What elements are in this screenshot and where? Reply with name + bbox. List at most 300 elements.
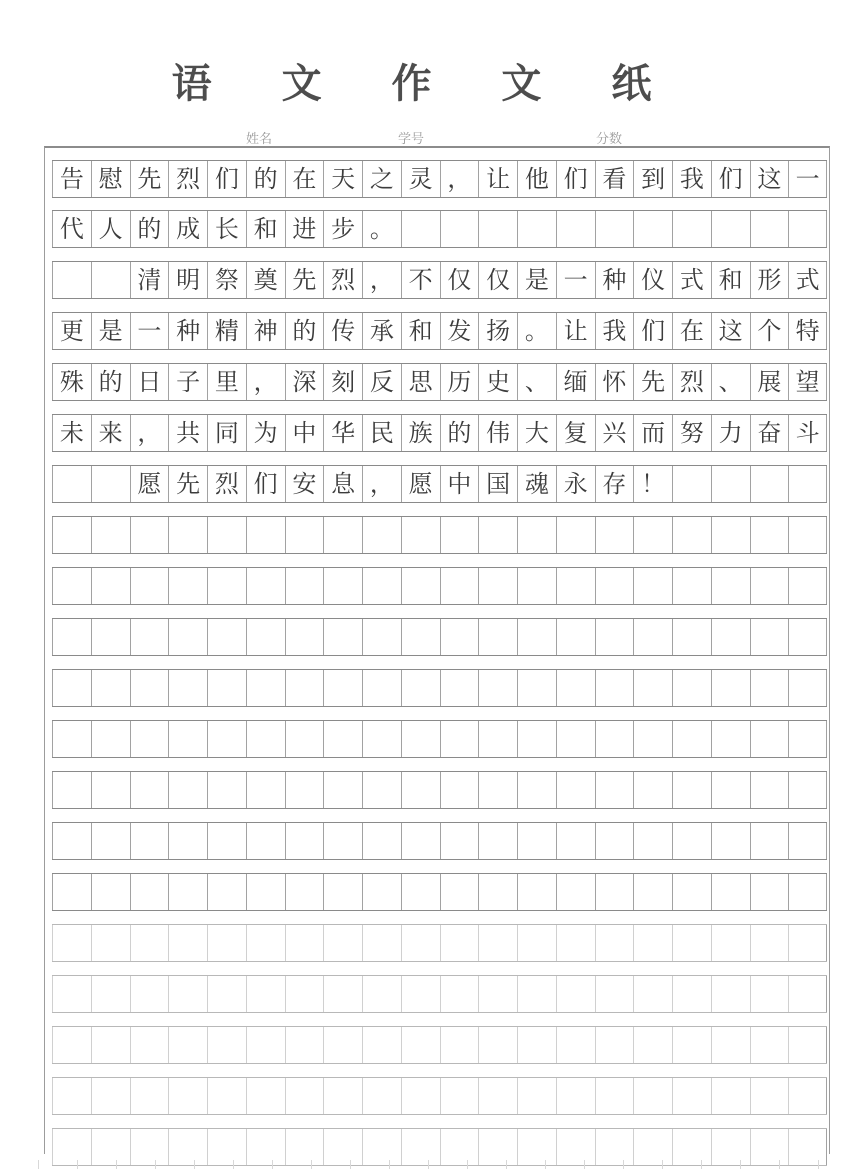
- grid-cell: [556, 211, 595, 247]
- grid-cell: [362, 1027, 401, 1063]
- grid-cell: [246, 517, 285, 553]
- grid-cell: [711, 619, 750, 655]
- grid-cell: [711, 772, 750, 808]
- grid-cell: [750, 568, 789, 604]
- grid-cell: 中: [440, 466, 479, 502]
- grid-cell: 史: [478, 364, 517, 400]
- grid-cell: 到: [633, 161, 672, 197]
- grid-cell: [788, 517, 827, 553]
- grid-cell: [478, 1027, 517, 1063]
- grid-row: [52, 363, 827, 401]
- grid-cell: 传: [323, 313, 362, 349]
- grid-cell: [633, 1078, 672, 1114]
- grid-cell: [401, 976, 440, 1012]
- grid-cell: 们: [711, 161, 750, 197]
- grid-cell: [440, 670, 479, 706]
- grid-cell: 里: [207, 364, 246, 400]
- grid-cell: [711, 823, 750, 859]
- grid-cell: [246, 772, 285, 808]
- grid-cell: [323, 1078, 362, 1114]
- grid-cell: [633, 823, 672, 859]
- grid-cell: [478, 517, 517, 553]
- grid-cell: 和: [711, 262, 750, 298]
- grid-cell: ，: [440, 161, 479, 197]
- grid-cell: [672, 517, 711, 553]
- grid-cell: [401, 568, 440, 604]
- grid-cell: [52, 262, 91, 298]
- grid-row: [52, 261, 827, 299]
- grid-cell: 形: [750, 262, 789, 298]
- grid-row: [52, 975, 827, 1013]
- grid-cell: 愿: [130, 466, 169, 502]
- grid-cell: [556, 1027, 595, 1063]
- grid-cell: [440, 925, 479, 961]
- grid-cell: 这: [750, 161, 789, 197]
- grid-cell: [788, 925, 827, 961]
- grid-cell: [440, 517, 479, 553]
- grid-cell: 魂: [517, 466, 556, 502]
- grid-cell: 努: [672, 415, 711, 451]
- grid-cell: [285, 976, 324, 1012]
- grid-cell: [478, 874, 517, 910]
- grid-cell: [168, 568, 207, 604]
- grid-cell: [672, 772, 711, 808]
- grid-cell: [362, 619, 401, 655]
- grid-cell: [440, 823, 479, 859]
- grid-cell: [401, 721, 440, 757]
- grid-cell: [246, 1027, 285, 1063]
- grid-cell: 烈: [323, 262, 362, 298]
- grid-cell: [401, 823, 440, 859]
- grid-row: [52, 465, 827, 503]
- grid-cell: [323, 568, 362, 604]
- grid-cell: 、: [517, 364, 556, 400]
- grid-cell: 们: [633, 313, 672, 349]
- grid-cell: [401, 925, 440, 961]
- grid-cell: [246, 1078, 285, 1114]
- grid-cell: 民: [362, 415, 401, 451]
- grid-cell: 不: [401, 262, 440, 298]
- grid-cell: [91, 568, 130, 604]
- grid-cell: 的: [246, 161, 285, 197]
- grid-cell: [362, 976, 401, 1012]
- grid-row: [52, 516, 827, 554]
- grid-cell: [168, 976, 207, 1012]
- grid-cell: [556, 976, 595, 1012]
- grid-cell: 先: [633, 364, 672, 400]
- grid-cell: ，: [246, 364, 285, 400]
- grid-cell: 明: [168, 262, 207, 298]
- grid-cell: 一: [130, 313, 169, 349]
- grid-cell: 我: [595, 313, 634, 349]
- grid-cell: [246, 976, 285, 1012]
- sheet-title: 语 文 作 文 纸: [171, 60, 680, 107]
- grid-cell: [595, 670, 634, 706]
- grid-cell: 在: [285, 161, 324, 197]
- grid-cell: 兴: [595, 415, 634, 451]
- grid-cell: 先: [168, 466, 207, 502]
- grid-cell: [440, 568, 479, 604]
- grid-cell: 成: [168, 211, 207, 247]
- grid-cell: [91, 670, 130, 706]
- grid-cell: [52, 721, 91, 757]
- grid-cell: 们: [556, 161, 595, 197]
- grid-row: [52, 1026, 827, 1064]
- grid-cell: [595, 823, 634, 859]
- grid-cell: 和: [246, 211, 285, 247]
- grid-cell: [285, 721, 324, 757]
- grid-cell: [285, 619, 324, 655]
- grid-cell: [207, 772, 246, 808]
- grid-cell: 式: [672, 262, 711, 298]
- grid-cell: 仅: [440, 262, 479, 298]
- grid-cell: 在: [672, 313, 711, 349]
- grid-cell: ，: [130, 415, 169, 451]
- grid-cell: [595, 925, 634, 961]
- grid-cell: [556, 619, 595, 655]
- grid-row: [52, 771, 827, 809]
- grid-cell: [440, 721, 479, 757]
- grid-cell: [207, 1078, 246, 1114]
- grid-cell: [788, 1078, 827, 1114]
- grid-cell: [788, 874, 827, 910]
- grid-cell: [595, 619, 634, 655]
- grid-cell: [478, 1078, 517, 1114]
- grid-cell: [672, 925, 711, 961]
- grid-cell: 息: [323, 466, 362, 502]
- grid-cell: [672, 721, 711, 757]
- grid-cell: [711, 1078, 750, 1114]
- grid-cell: [440, 619, 479, 655]
- grid-cell: [130, 517, 169, 553]
- grid-cell: [91, 619, 130, 655]
- grid-cell: 让: [556, 313, 595, 349]
- grid-cell: [168, 1078, 207, 1114]
- grid-cell: [52, 517, 91, 553]
- grid-cell: 灵: [401, 161, 440, 197]
- grid-cell: 慰: [91, 161, 130, 197]
- grid-cell: [440, 874, 479, 910]
- grid-cell: 复: [556, 415, 595, 451]
- grid-cell: 特: [788, 313, 827, 349]
- grid-cell: 看: [595, 161, 634, 197]
- grid-cell: 的: [285, 313, 324, 349]
- grid-cell: [323, 976, 362, 1012]
- grid-cell: [517, 517, 556, 553]
- grid-cell: [207, 619, 246, 655]
- grid-cell: 个: [750, 313, 789, 349]
- grid-cell: [672, 976, 711, 1012]
- grid-cell: [323, 823, 362, 859]
- grid-cell: [52, 670, 91, 706]
- grid-cell: [633, 874, 672, 910]
- grid-cell: [401, 517, 440, 553]
- grid-cell: [246, 568, 285, 604]
- grid-cell: [711, 568, 750, 604]
- grid-cell: [246, 823, 285, 859]
- grid-cell: 承: [362, 313, 401, 349]
- grid-cell: [556, 823, 595, 859]
- grid-cell: 反: [362, 364, 401, 400]
- grid-cell: [168, 925, 207, 961]
- grid-cell: [750, 976, 789, 1012]
- grid-cell: [207, 823, 246, 859]
- grid-row: [52, 567, 827, 605]
- grid-row: [52, 210, 827, 248]
- grid-cell: [556, 670, 595, 706]
- grid-cell: 国: [478, 466, 517, 502]
- grid-cell: [711, 976, 750, 1012]
- grid-cell: [595, 211, 634, 247]
- grid-cell: 他: [517, 161, 556, 197]
- grid-cell: 为: [246, 415, 285, 451]
- grid-cell: [401, 874, 440, 910]
- grid-cell: [130, 1078, 169, 1114]
- grid-cell: [401, 1027, 440, 1063]
- grid-cell: [362, 670, 401, 706]
- grid-cell: 共: [168, 415, 207, 451]
- grid-cell: [595, 517, 634, 553]
- grid-cell: [478, 721, 517, 757]
- grid-cell: [517, 1027, 556, 1063]
- grid-cell: [168, 619, 207, 655]
- grid-cell: [478, 211, 517, 247]
- grid-cell: [285, 1027, 324, 1063]
- grid-cell: [91, 466, 130, 502]
- grid-cell: [672, 568, 711, 604]
- name-label: 姓名: [246, 132, 273, 147]
- grid-cell: [633, 619, 672, 655]
- grid-cell: [517, 772, 556, 808]
- grid-cell: [788, 721, 827, 757]
- grid-cell: 未: [52, 415, 91, 451]
- grid-cell: [556, 721, 595, 757]
- grid-cell: [323, 925, 362, 961]
- grid-cell: 斗: [788, 415, 827, 451]
- grid-cell: [633, 721, 672, 757]
- grid-cell: [91, 925, 130, 961]
- grid-cell: [633, 517, 672, 553]
- grid-cell: [285, 772, 324, 808]
- grid-cell: [517, 874, 556, 910]
- grid-cell: [168, 1027, 207, 1063]
- grid-cell: [556, 517, 595, 553]
- grid-cell: 之: [362, 161, 401, 197]
- grid-cell: 思: [401, 364, 440, 400]
- grid-cell: [672, 466, 711, 502]
- grid-cell: [168, 721, 207, 757]
- grid-cell: 展: [750, 364, 789, 400]
- grid-cell: [633, 925, 672, 961]
- grid-cell: [130, 721, 169, 757]
- grid-cell: [440, 1027, 479, 1063]
- grid-cell: [750, 619, 789, 655]
- grid-cell: 的: [130, 211, 169, 247]
- grid-cell: [168, 874, 207, 910]
- grid-cell: [633, 772, 672, 808]
- grid-cell: [556, 772, 595, 808]
- grid-cell: [440, 1078, 479, 1114]
- grid-cell: [633, 568, 672, 604]
- grid-cell: [207, 568, 246, 604]
- grid-cell: [750, 823, 789, 859]
- grid-cell: 怀: [595, 364, 634, 400]
- grid-cell: [130, 823, 169, 859]
- grid-cell: [556, 568, 595, 604]
- grid-cell: [595, 772, 634, 808]
- grid-cell: [750, 1078, 789, 1114]
- grid-cell: [323, 517, 362, 553]
- grid-cell: [711, 925, 750, 961]
- grid-cell: [246, 619, 285, 655]
- grid-cell: [285, 925, 324, 961]
- grid-cell: [672, 211, 711, 247]
- grid-cell: [440, 211, 479, 247]
- grid-cell: 、: [711, 364, 750, 400]
- grid-cell: [91, 772, 130, 808]
- grid-row: [52, 873, 827, 911]
- grid-cell: 更: [52, 313, 91, 349]
- grid-cell: [362, 721, 401, 757]
- grid-cell: [788, 976, 827, 1012]
- grid-cell: [207, 670, 246, 706]
- grid-cell: [750, 721, 789, 757]
- grid-cell: 历: [440, 364, 479, 400]
- grid-cell: [207, 1027, 246, 1063]
- grid-cell: 族: [401, 415, 440, 451]
- grid-cell: [285, 1078, 324, 1114]
- grid-cell: 我: [672, 161, 711, 197]
- grid-cell: [362, 925, 401, 961]
- grid-cell: [246, 721, 285, 757]
- grid-cell: [633, 1027, 672, 1063]
- grid-cell: [362, 568, 401, 604]
- grid-cell: [517, 670, 556, 706]
- grid-cell: 式: [788, 262, 827, 298]
- grid-cell: [285, 517, 324, 553]
- grid-cell: [440, 976, 479, 1012]
- grid-cell: [556, 1078, 595, 1114]
- grid-cell: [207, 721, 246, 757]
- grid-cell: [788, 670, 827, 706]
- grid-cell: [517, 1078, 556, 1114]
- grid-cell: [711, 466, 750, 502]
- grid-cell: [207, 874, 246, 910]
- grid-cell: 望: [788, 364, 827, 400]
- grid-cell: 长: [207, 211, 246, 247]
- grid-cell: 安: [285, 466, 324, 502]
- grid-cell: 存: [595, 466, 634, 502]
- grid-cell: [323, 772, 362, 808]
- grid-cell: [478, 670, 517, 706]
- grid-cell: [788, 568, 827, 604]
- grid-cell: 先: [285, 262, 324, 298]
- grid-cell: 是: [517, 262, 556, 298]
- grid-cell: [207, 925, 246, 961]
- grid-cell: [91, 1078, 130, 1114]
- grid-cell: [478, 772, 517, 808]
- grid-cell: [52, 976, 91, 1012]
- grid-cell: [91, 1027, 130, 1063]
- grid-cell: 烈: [207, 466, 246, 502]
- grid-cell: 告: [52, 161, 91, 197]
- grid-row: [52, 618, 827, 656]
- grid-cell: [246, 670, 285, 706]
- grid-cell: 奠: [246, 262, 285, 298]
- grid-cell: 中: [285, 415, 324, 451]
- grid-cell: [788, 772, 827, 808]
- grid-row: [52, 312, 827, 350]
- grid-cell: [788, 211, 827, 247]
- grid-cell: [168, 772, 207, 808]
- grid-cell: [246, 925, 285, 961]
- grid-cell: [130, 874, 169, 910]
- grid-cell: [168, 670, 207, 706]
- grid-cell: [52, 874, 91, 910]
- grid-cell: 天: [323, 161, 362, 197]
- grid-cell: [401, 211, 440, 247]
- grid-cell: [595, 1078, 634, 1114]
- grid-cell: [750, 874, 789, 910]
- grid-cell: [672, 619, 711, 655]
- grid-cell: [711, 874, 750, 910]
- grid-cell: [478, 925, 517, 961]
- grid-cell: [52, 466, 91, 502]
- grid-cell: 殊: [52, 364, 91, 400]
- grid-cell: [323, 619, 362, 655]
- grid-cell: [788, 1027, 827, 1063]
- grid-cell: [362, 772, 401, 808]
- grid-cell: 一: [788, 161, 827, 197]
- grid-cell: 缅: [556, 364, 595, 400]
- grid-cell: 的: [91, 364, 130, 400]
- grid-cell: [91, 262, 130, 298]
- grid-cell: [788, 823, 827, 859]
- grid-cell: [285, 568, 324, 604]
- grid-cell: 步: [323, 211, 362, 247]
- grid-cell: 人: [91, 211, 130, 247]
- grid-cell: [633, 976, 672, 1012]
- grid-cell: [672, 1078, 711, 1114]
- grid-cell: 奋: [750, 415, 789, 451]
- grid-cell: 一: [556, 262, 595, 298]
- grid-cell: 这: [711, 313, 750, 349]
- grid-cell: [440, 772, 479, 808]
- grid-cell: [285, 874, 324, 910]
- grid-cell: [595, 976, 634, 1012]
- grid-cell: 力: [711, 415, 750, 451]
- grid-cell: [517, 976, 556, 1012]
- grid-cell: [285, 670, 324, 706]
- grid-row: [52, 822, 827, 860]
- grid-cell: [750, 670, 789, 706]
- grid-cell: [478, 568, 517, 604]
- grid-cell: [401, 619, 440, 655]
- grid-cell: [750, 772, 789, 808]
- grid-cell: [517, 721, 556, 757]
- grid-cell: 同: [207, 415, 246, 451]
- grid-cell: [91, 874, 130, 910]
- grid-cell: 神: [246, 313, 285, 349]
- grid-cell: 大: [517, 415, 556, 451]
- grid-cell: [168, 823, 207, 859]
- grid-cell: ，: [362, 262, 401, 298]
- grid-cell: [246, 874, 285, 910]
- grid-cell: 发: [440, 313, 479, 349]
- grid-cell: [788, 466, 827, 502]
- grid-cell: 华: [323, 415, 362, 451]
- grid-cell: [52, 1078, 91, 1114]
